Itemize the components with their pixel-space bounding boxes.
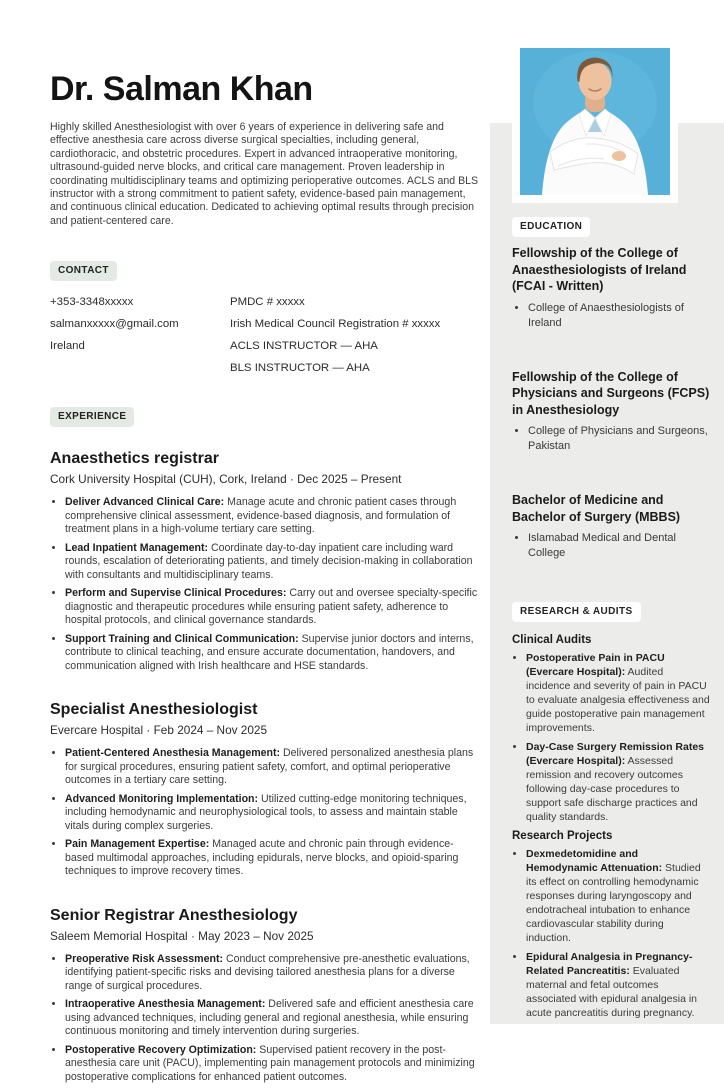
contact-section-label: CONTACT — [50, 261, 117, 281]
contact-imc-registration: Irish Medical Council Registration # xxxxx — [230, 318, 441, 331]
experience-section-label: EXPERIENCE — [50, 407, 134, 427]
research-section — [512, 601, 710, 1020]
research-item: • Dexmedetomidine and Hemodynamic Attenuation: Studied its effect on controlling hemodynamic responses during laryngoscopy and endotracheal intubation to enhance cardiovascular stability during induction. — [526, 847, 710, 945]
profile-photo — [520, 48, 670, 195]
research-item: • Day-Case Surgery Remission Rates (Evercare Hospital): Assessed remission and recovery outcomes following day-case procedures to support safe discharge practices and quality standards. — [526, 740, 710, 824]
job-bullet: • Advanced Monitoring Implementation: Utilized cutting-edge monitoring techniques, including hemodynamic and neurophysiological tools, to assess and maintain stable vitals during complex surgeries. — [65, 793, 482, 834]
degree-detail-list — [512, 531, 710, 561]
degree-detail-list — [512, 424, 710, 454]
research-group-heading: Research Projects — [512, 830, 613, 842]
research-item: • Epidural Analgesia in Pregnancy-Related Pancreatitis: Evaluated maternal and fetal outcomes associated with epidural analgesia in acute pancreatitis during pregnancy. — [526, 950, 710, 1020]
contact-phone: +353-3348xxxxx — [50, 296, 134, 309]
spacer — [512, 454, 710, 470]
job-bullet: • Deliver Advanced Clinical Care: Manage acute and chronic patient cases through comprehensive clinical assessment, evidence-based diagnosis, and formulation of treatment plans in a high-volume tertiary care setting. — [65, 496, 482, 537]
contact-section — [50, 228, 482, 379]
degree-institution: • College of Physicians and Surgeons, Pakistan — [528, 424, 710, 454]
job-meta: Evercare Hospital · Feb 2024 – Nov 2025 — [50, 723, 268, 738]
spacer — [512, 331, 710, 347]
job-bullet: • Support Training and Clinical Communication: Supervise junior doctors and interns, contribute to clinical teaching, and ensure accurate documentation, handovers, and communication aligned with Irish healthcare and HSE standards. — [65, 633, 482, 674]
job-entry — [50, 449, 482, 673]
sidebar-content — [512, 216, 710, 1025]
job-bullet: • Patient-Centered Anesthesia Management: Delivered personalized anesthesia plans for surgical procedures, ensuring patient safety, comfort, and optimal perioperative outcomes in a tertiary care setting. — [65, 747, 482, 788]
job-bullet: • Intraoperative Anesthesia Management: Delivered safe and efficient anesthesia care using advanced techniques, including general and regional anesthesia, while ensuring continuous monitoring and timely intervention during surgeries. — [65, 998, 482, 1039]
job-bullet: • Lead Inpatient Management: Coordinate day-to-day inpatient care including ward rounds, escalation of deteriorating patients, and timely decision-making in collaboration with consultants and multidisciplinary teams. — [65, 542, 482, 583]
research-group-heading: Clinical Audits — [512, 634, 592, 646]
page-title: Dr. Salman Khan — [50, 70, 313, 108]
research-group-clinical-audits — [512, 633, 710, 824]
contact-column-right — [230, 291, 440, 379]
job-bullet: • Preoperative Risk Assessment: Conduct comprehensive pre-anesthetic evaluations, identifying patient-specific risks and devising tailored anesthesia plans for a diverse range of surgical procedures. — [65, 953, 482, 994]
education-entry — [512, 492, 710, 561]
contact-columns — [50, 291, 482, 379]
job-bullet-list — [50, 747, 482, 879]
degree-institution: • College of Anaesthesiologists of Ireland — [528, 301, 710, 331]
job-bullet: • Postoperative Recovery Optimization: Supervised patient recovery in the post-anesthesia care unit (PACU), implementing pain management protocols and minimizing postoperative complications for enhanced patient outcomes. — [65, 1044, 482, 1085]
degree-title: Fellowship of the College of Anaesthesiologists of Ireland (FCAI - Written) — [512, 246, 687, 293]
job-entry — [50, 700, 482, 879]
job-title: Specialist Anesthesiologist — [50, 701, 258, 719]
job-title: Anaesthetics registrar — [50, 450, 219, 468]
research-item-list — [512, 847, 710, 1020]
contact-pmdc: PMDC # xxxxx — [230, 296, 305, 309]
contact-email: salmanxxxxx@gmail.com — [50, 318, 179, 331]
job-meta: Cork University Hospital (CUH), Cork, Ireland · Dec 2025 – Present — [50, 472, 402, 487]
job-bullet-list — [50, 953, 482, 1085]
job-bullet-list — [50, 496, 482, 673]
contact-column-left — [50, 291, 230, 379]
degree-title: Fellowship of the College of Physicians and Surgeons (FCPS) in Anesthesiology — [512, 369, 710, 417]
education-entry — [512, 369, 710, 455]
degree-institution: • Islamabad Medical and Dental College — [528, 531, 710, 561]
contact-acls: ACLS INSTRUCTOR — AHA — [230, 340, 378, 353]
research-group-research-projects — [512, 829, 710, 1020]
degree-title: Bachelor of Medicine and Bachelor of Surgery (MBBS) — [512, 493, 681, 524]
job-meta: Saleem Memorial Hospital · May 2023 – Nov 2025 — [50, 928, 314, 943]
job-entry — [50, 906, 482, 1085]
contact-bls: BLS INSTRUCTOR — AHA — [230, 362, 370, 375]
experience-section — [50, 379, 482, 1084]
education-entry — [512, 245, 710, 331]
contact-location: Ireland — [50, 340, 85, 353]
degree-detail-list — [512, 301, 710, 331]
main-column — [50, 70, 482, 1089]
job-title: Senior Registrar Anesthesiology — [50, 906, 298, 924]
research-item-list — [512, 651, 710, 824]
research-section-label: RESEARCH & AUDITS — [512, 602, 641, 622]
education-section-label: EDUCATION — [512, 217, 590, 237]
profile-photo-card — [512, 40, 678, 203]
research-item: • Postoperative Pain in PACU (Evercare Hospital): Audited incidence and severity of pain in PACU to evaluate analgesia effectiveness and guide postoperative pain management improvements. — [526, 651, 710, 735]
job-bullet: • Pain Management Expertise: Managed acute and chronic pain through evidence-based multimodal approaches, including epidurals, nerve blocks, and opioid-sparing techniques to improve recovery times. — [65, 838, 482, 879]
job-bullet: • Perform and Supervise Clinical Procedures: Carry out and oversee specialty-specific diagnostic and therapeutic procedures while ensuring patient safety, adherence to hospital protocols, and clinical governance standards. — [65, 587, 482, 628]
professional-summary: Highly skilled Anesthesiologist with over 6 years of experience in delivering safe and effective anesthesia care across diverse surgical specialties, including general, cardiothoracic, and obstetric procedures. Expert in advanced intraoperative monitoring, ultrasound-guided nerve blocks, and critical care management. Proven leadership in coordinating multidisciplinary teams and optimizing perioperative outcomes. ACLS and BLS instructor with a strong commitment to patient safety, evidence-based pain management, and continuous clinical education. Dedicated to achieving optimal results through precision and patient-centered care. — [50, 121, 479, 227]
